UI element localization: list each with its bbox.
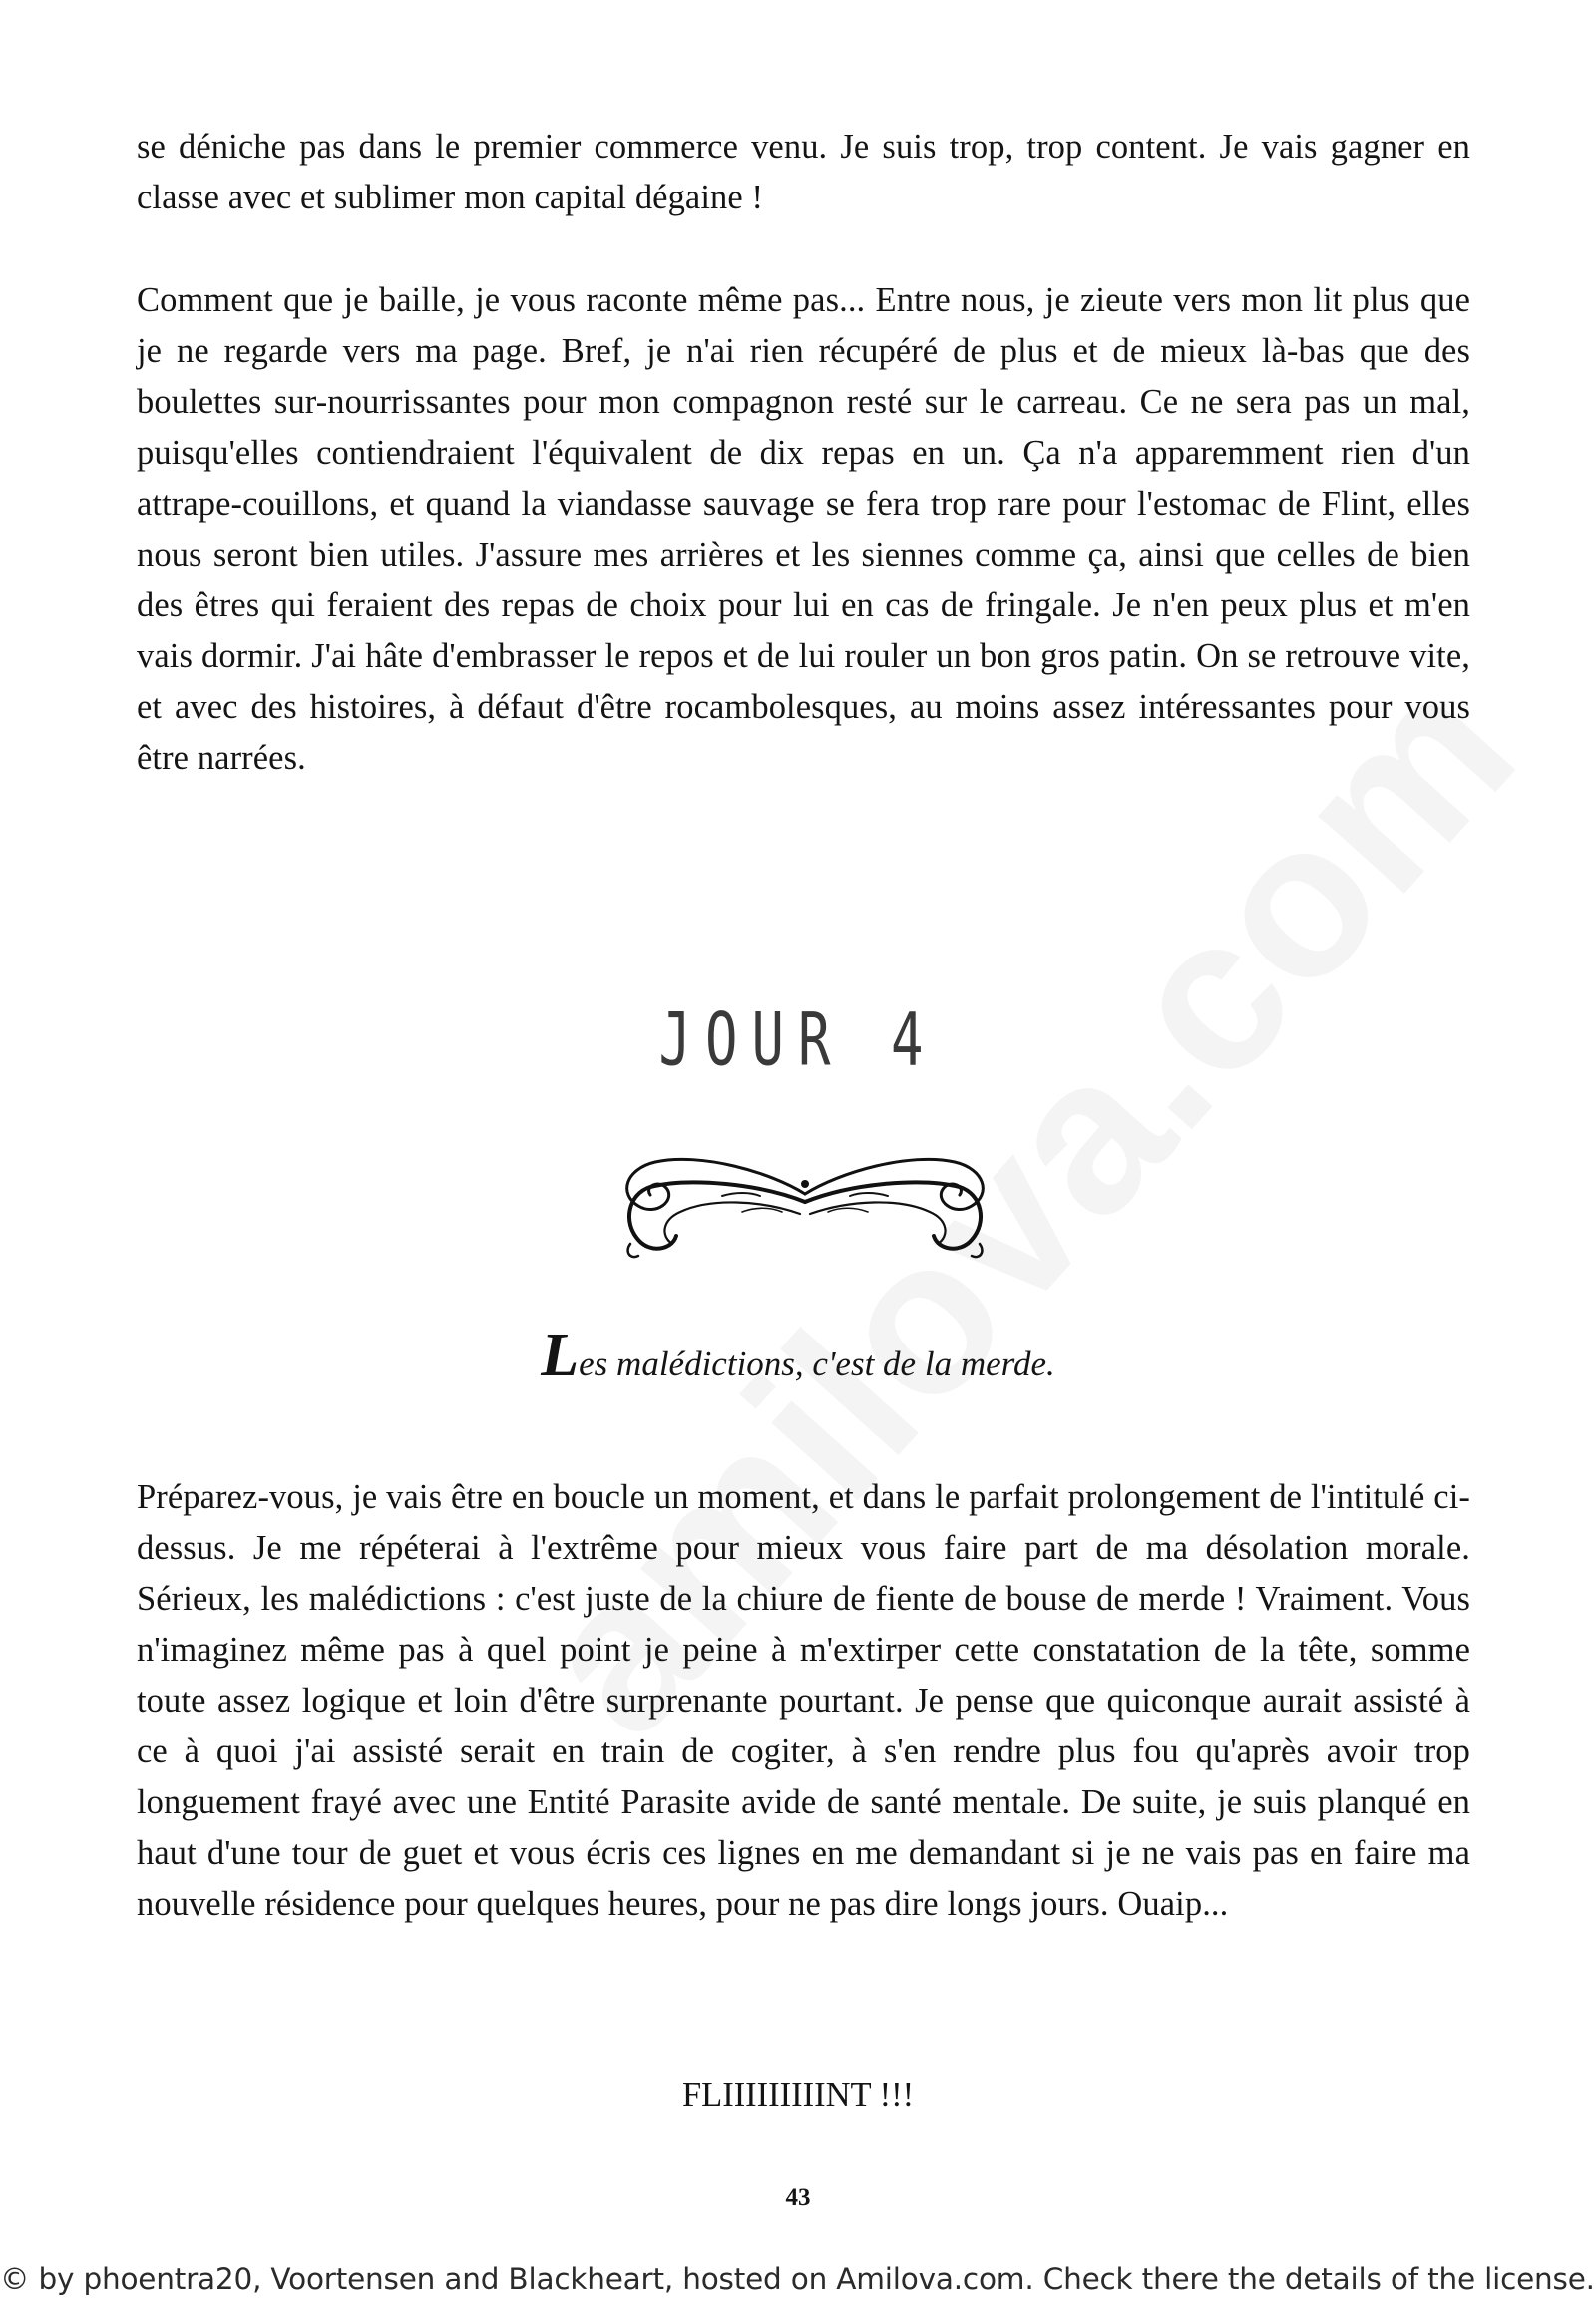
- subtitle-text: es malédictions, c'est de la merde.: [579, 1344, 1055, 1383]
- flourish-divider-icon: [610, 1132, 999, 1262]
- license-footer: © by phoentra20, Voortensen and Blackheart, hosted on Amilova.com. Check there the details of the license.: [0, 2262, 1595, 2296]
- paragraph-text: Préparez-vous, je vais être en boucle un moment, et dans le parfait prolongement de l'intitulé ci-dessus. Je me répéterai à l'extrême pour mieux vous faire part de ma désolation morale. Sérieux, les malédictions : c'est juste de la chiure de fiente de bouse de merde ! Vraiment. Vous n'imaginez même pas à quel point je peine à m'extirper cette constatation de la tête, somme toute assez logique et loin d'être surprenante pourtant. Je pense que quiconque aurait assisté à ce à quoi j'ai assisté serait en train de cogiter, à s'en rendre plus fou qu'après avoir trop longuement frayé avec une Entité Parasite avide de santé mentale. De suite, je suis planqué en haut d'une tour de guet et vous écris ces lignes en me demandant si je ne vais pas en faire ma nouvelle résidence pour quelques heures, pour ne pas dire longs jours. Ouaip...: [137, 1478, 1470, 1923]
- body-paragraph-2: [137, 275, 1470, 784]
- shout-line: FLIIIIIIIIINT !!!: [681, 2076, 915, 2113]
- page-number: 43: [785, 2184, 811, 2211]
- body-paragraph-1: [137, 122, 1470, 223]
- paragraph-text: se déniche pas dans le premier commerce venu. Je suis trop, trop content. Je vais gagner en classe avec et sublimer mon capital dégaine !: [137, 128, 1470, 216]
- paragraph-text: Comment que je baille, je vous raconte même pas... Entre nous, je zieute vers mon lit plus que je ne regarde vers ma page. Bref, je n'ai rien récupéré de plus et de mieux là-bas que des boulettes sur-nourrissantes pour mon compagnon resté sur le carreau. Ce ne sera pas un mal, puisqu'elles contiendraient l'équivalent de dix repas en un. Ça n'a apparemment rien d'un attrape-couillons, et quand la viandasse sauvage se fera trop rare pour l'estomac de Flint, elles nous seront bien utiles. J'assure mes arrières et les siennes comme ça, ainsi que celles de bien des êtres qui feraient des repas de choix pour lui en cas de fringale. Je n'en peux plus et m'en vais dormir. J'ai hâte d'embrasser le repos et de lui rouler un bon gros patin. On se retrouve vite, et avec des histoires, à défaut d'être rocambolesques, au moins assez intéressantes pour vous être narrées.: [137, 281, 1470, 777]
- chapter-subtitle: [0, 1322, 1596, 1389]
- body-paragraph-3: [137, 1472, 1470, 1930]
- chapter-title: JOUR 4: [658, 997, 938, 1083]
- subtitle-dropcap: L: [541, 1322, 580, 1389]
